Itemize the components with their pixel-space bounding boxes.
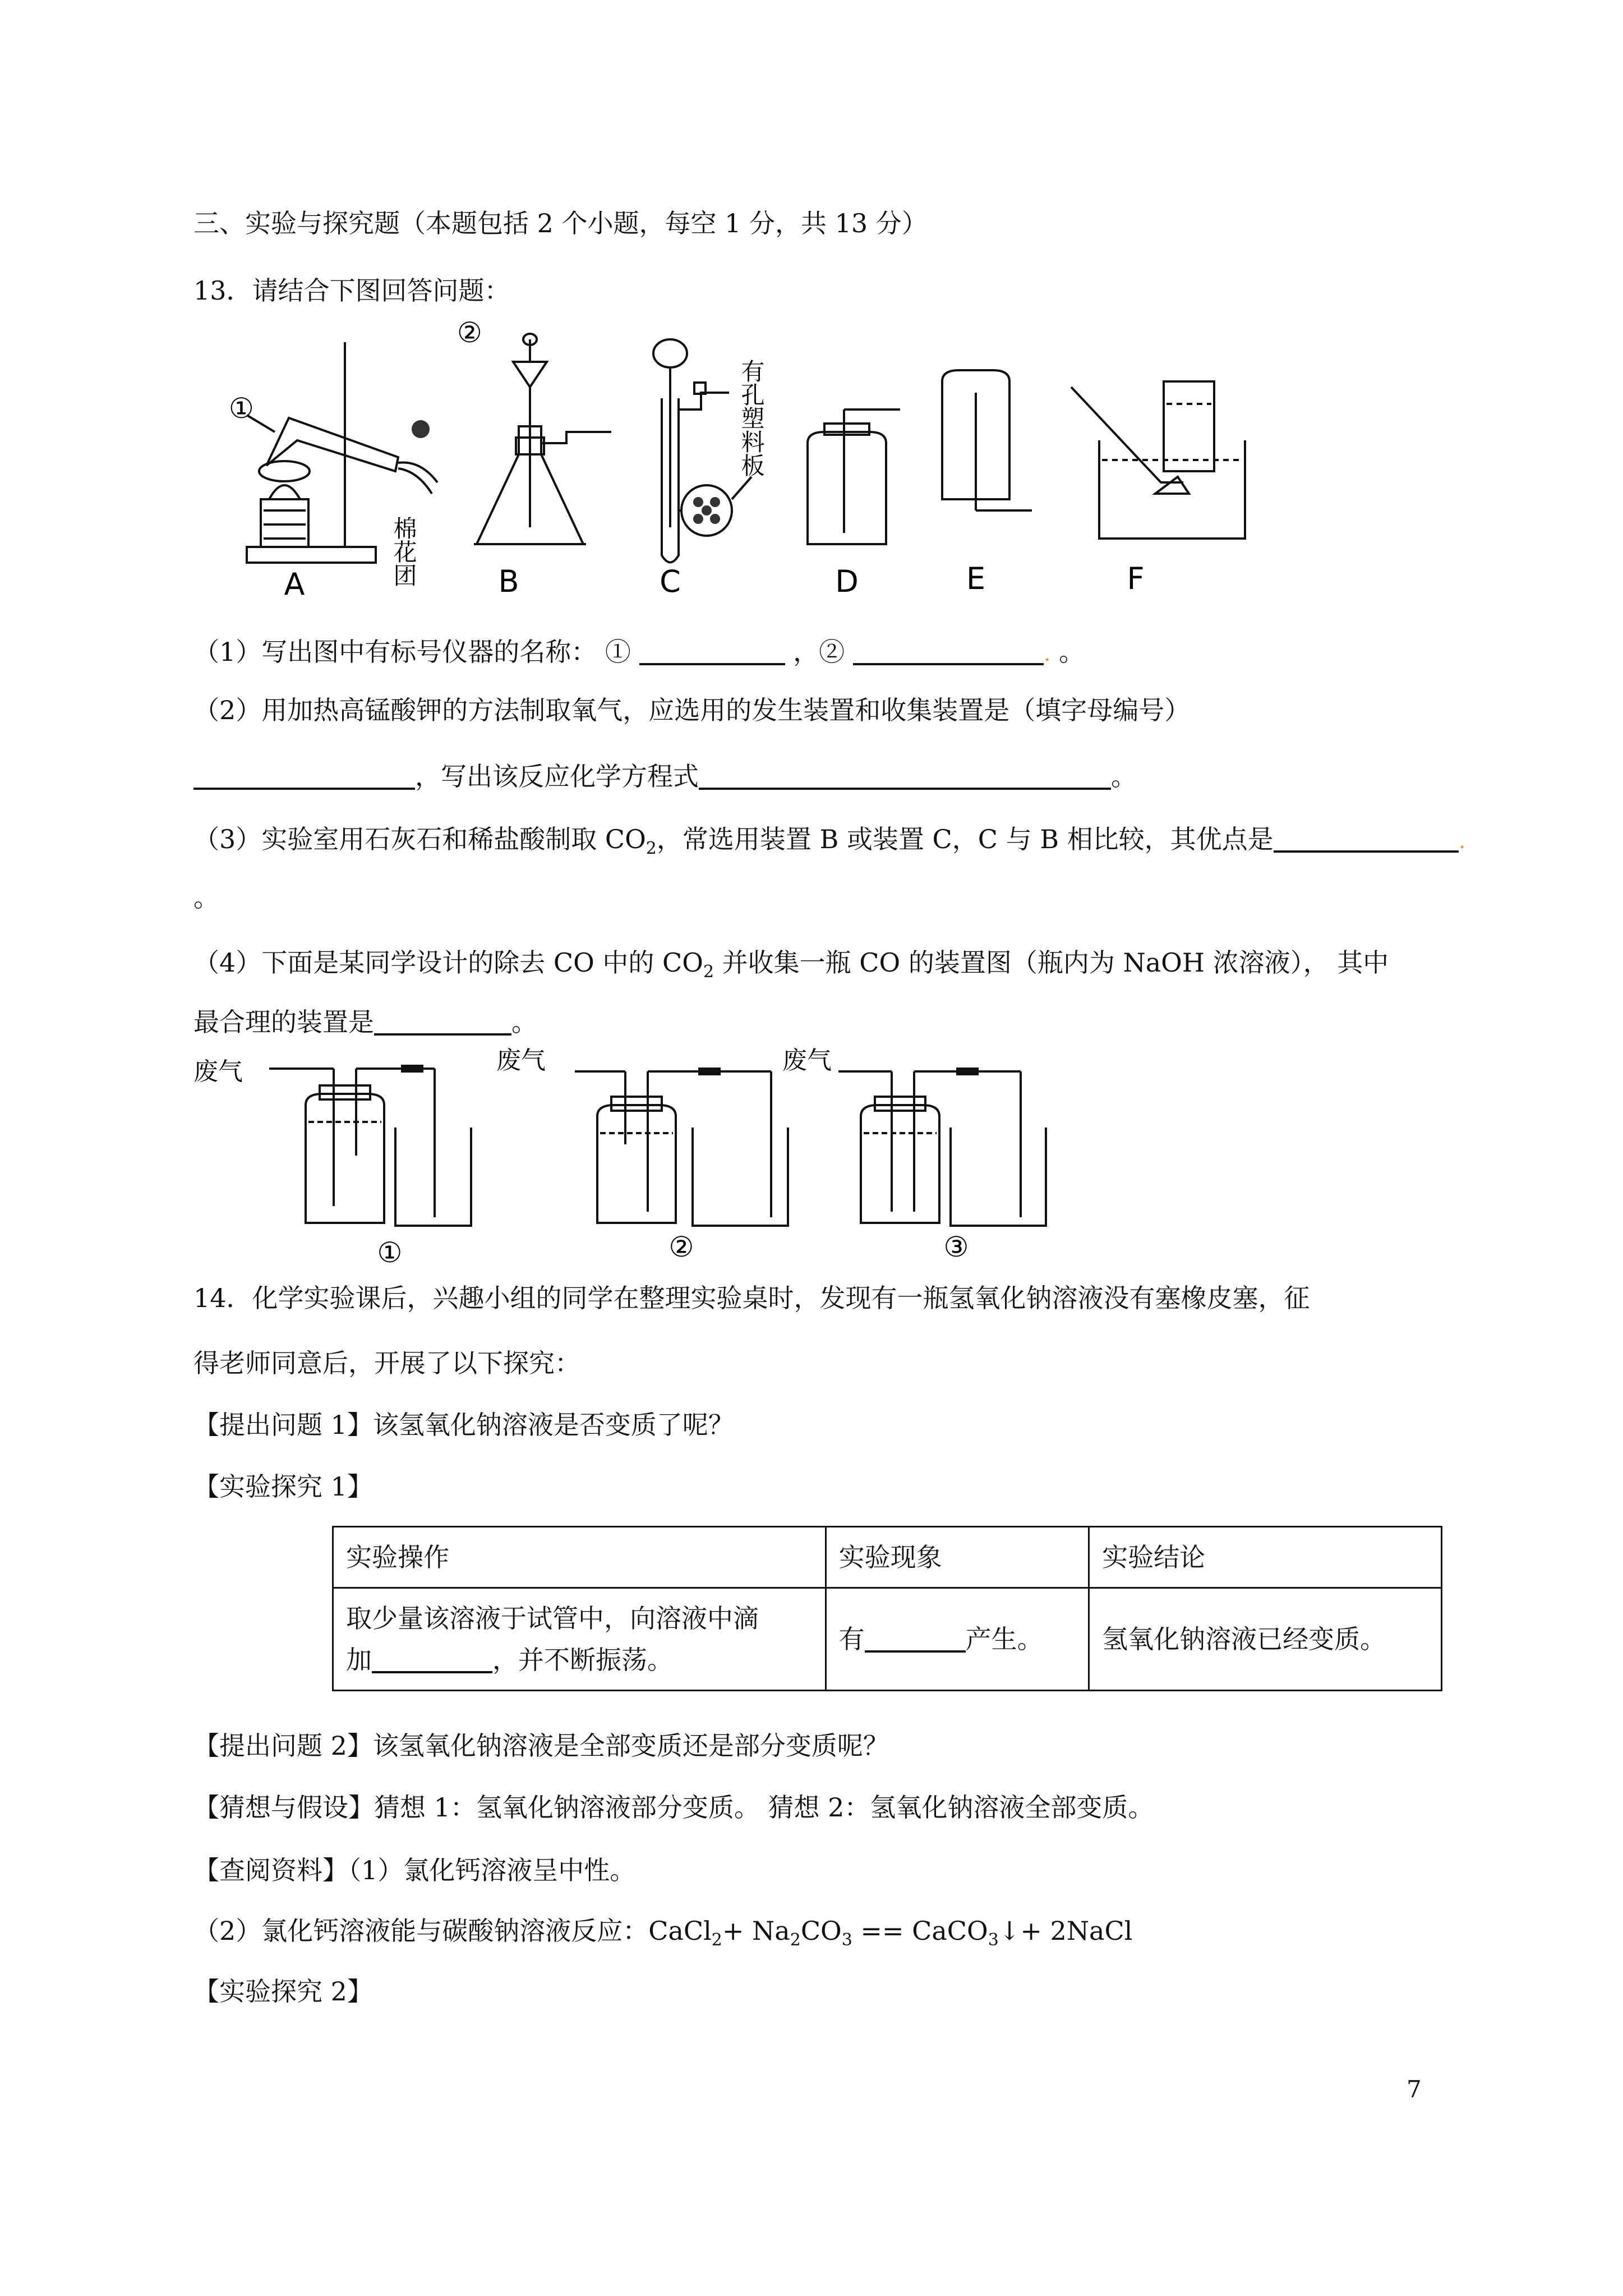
question-2: 【提出问题 2】该氢氧化钠溶液是全部变质还是部分变质呢？ — [193, 1731, 889, 1761]
reference-2: （2）氯化钙溶液能与碳酸钠溶液反应：CaCl$_2$+ $Na_2CO_3$ == CaCO$_3$↓+ 2NaCl — [193, 1916, 1133, 1950]
apparatus-figure — [229, 316, 1301, 651]
co-label-1: ① — [377, 1236, 403, 1269]
co-apparatus-figure — [193, 1046, 1091, 1269]
gas-label-3: 废气 — [782, 1046, 832, 1075]
q13-part1: （1）写出图中有标号仪器的名称： ① ，② . 。 — [193, 634, 1085, 671]
cell-conclusion: 氢氧化钠溶液已经变质。 — [1089, 1588, 1442, 1691]
header-operation: 实验操作 — [333, 1527, 826, 1588]
q13-part3: （3）实验室用石灰石和稀盐酸制取 $CO_2$，常选用装置 B 或装置 C，C 与 B 相比较，其优点是 . — [193, 821, 1465, 867]
answer-blank-device[interactable] — [193, 758, 415, 790]
apparatus-label-a: A — [284, 567, 305, 602]
q13-stem: 13．请结合下图回答问题： — [193, 275, 510, 306]
apparatus-label-c: C — [660, 564, 681, 599]
q14-stem-line1: 14．化学实验课后，兴趣小组的同学在整理实验桌时，发现有一瓶氢氧化钠溶液没有塞橡皮塞，征 — [193, 1283, 1310, 1313]
table-row — [333, 1588, 1442, 1691]
gas-label-2: 废气 — [496, 1046, 546, 1075]
answer-blank-reagent[interactable] — [372, 1642, 492, 1673]
answer-blank-1[interactable] — [639, 634, 785, 665]
q13-part2-line2: ，写出该反应化学方程式 。 — [193, 758, 1137, 794]
answer-blank-phenomenon[interactable] — [865, 1621, 966, 1653]
answer-blank-2[interactable] — [853, 634, 1044, 665]
q14-stem-line2: 得老师同意后，开展了以下探究： — [193, 1348, 580, 1378]
q13-part4-line1: （4）下面是某同学设计的除去 CO 中的 $CO_2$ 并收集一瓶 CO 的装置图（瓶内为 NaOH 浓溶液）， 其中 — [193, 947, 1389, 982]
answer-blank-best-device[interactable] — [374, 1004, 511, 1036]
co-label-3: ③ — [943, 1231, 969, 1263]
co-label-2: ② — [668, 1231, 694, 1263]
section-heading: 三、实验与探究题（本题包括 2 个小题，每空 1 分，共 13 分） — [193, 208, 928, 238]
apparatus-marker-2: ② — [457, 316, 482, 349]
cotton-label: 棉花团 — [390, 516, 418, 587]
page-number: 7 — [1407, 2076, 1422, 2103]
explore-2-heading: 【实验探究 2】 — [193, 1976, 373, 2007]
q13-part2-line1: （2）用加热高锰酸钾的方法制取氧气，应选用的发生装置和收集装置是（填字母编号） — [193, 695, 1191, 725]
apparatus-label-e: E — [966, 561, 986, 596]
q13-part4-line2: 最合理的装置是 。 — [193, 1004, 537, 1040]
answer-blank-advantage[interactable] — [1274, 821, 1459, 853]
question-1: 【提出问题 1】该氢氧化钠溶液是否变质了呢？ — [193, 1410, 734, 1440]
q13-part3-end: 。 — [193, 882, 219, 913]
header-phenomenon: 实验现象 — [826, 1527, 1089, 1588]
reference-1: 【查阅资料】（1）氯化钙溶液呈中性。 — [193, 1855, 636, 1885]
cell-phenomenon: 有 产生。 — [826, 1588, 1089, 1691]
apparatus-label-b: B — [498, 564, 519, 599]
answer-blank-equation[interactable] — [699, 758, 1111, 790]
cell-operation: 取少量该溶液于试管中，向溶液中滴 加 ，并不断振荡。 — [333, 1588, 826, 1691]
experiment-table — [332, 1526, 1442, 1691]
plate-label: 有孔塑料板 — [737, 359, 766, 477]
apparatus-marker-1: ① — [229, 392, 254, 425]
explore-1-heading: 【实验探究 1】 — [193, 1471, 373, 1502]
apparatus-label-f: F — [1127, 561, 1145, 596]
gas-label-1: 废气 — [193, 1057, 243, 1086]
table-header-row — [333, 1527, 1442, 1588]
header-conclusion: 实验结论 — [1089, 1527, 1442, 1588]
hypothesis: 【猜想与假设】猜想 1：氢氧化钠溶液部分变质。 猜想 2：氢氧化钠溶液全部变质。 — [193, 1792, 1154, 1823]
apparatus-label-d: D — [835, 564, 859, 599]
